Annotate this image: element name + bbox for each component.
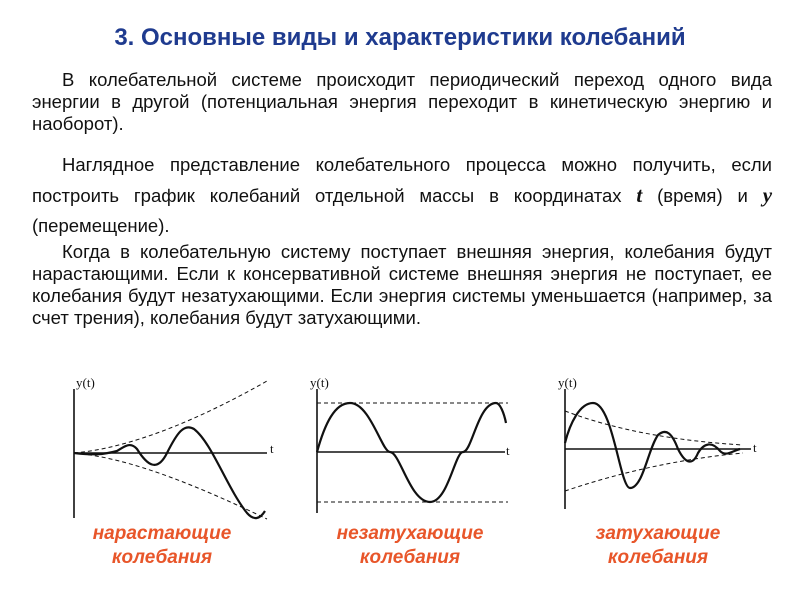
- caption-damped: [548, 522, 768, 570]
- x-axis-label: t: [753, 440, 757, 455]
- paragraph-graph-representation: [32, 150, 772, 241]
- caption-line: колебания: [111, 547, 213, 568]
- paragraph-text: (перемещение).: [32, 215, 170, 236]
- upper-envelope: [74, 381, 267, 453]
- lower-envelope: [74, 453, 267, 519]
- y-axis-label: y(t): [310, 375, 329, 390]
- x-axis-label: t: [506, 443, 510, 458]
- variable-y: y: [762, 183, 773, 207]
- variable-t: t: [636, 183, 643, 207]
- y-axis-label: y(t): [558, 375, 577, 390]
- lower-envelope: [565, 453, 743, 491]
- growing-oscillations-graph: [62, 373, 282, 521]
- caption-line: незатухающие: [336, 523, 484, 544]
- caption-line: колебания: [607, 547, 709, 568]
- damped-oscillations-graph: [548, 373, 768, 521]
- caption-line: колебания: [359, 547, 461, 568]
- paragraph-text: Наглядное представление колебательного процесса можно получить, если построить график колебаний отдельной массы в координатах: [32, 154, 772, 206]
- oscillation-curve: [565, 403, 740, 488]
- x-axis-label: t: [270, 441, 274, 456]
- caption-growing: [52, 522, 272, 570]
- upper-envelope: [565, 411, 743, 445]
- caption-line: затухающие: [595, 523, 721, 544]
- paragraph-energy-transfer: В колебательной системе происходит периодический переход одного вида энергии в другой (потенциальная энергия переходит в кинетическую энергию и наоборот).: [32, 69, 772, 134]
- paragraph-oscillation-types: Когда в колебательную систему поступает внешняя энергия, колебания будут нарастающими. Если к консервативной системе внешняя энергия не поступает, ее колебания будут незатухающими. Если энергия системы уменьшается (например, за счет трения), колебания будут затухающими.: [32, 241, 772, 328]
- caption-line: нарастающие: [92, 523, 232, 544]
- paragraph-text: (время) и: [642, 185, 763, 206]
- page-title: 3. Основные виды и характеристики колебаний: [114, 24, 686, 51]
- caption-undamped: [300, 522, 520, 570]
- undamped-oscillations-graph: [300, 373, 520, 521]
- y-axis-label: y(t): [76, 375, 95, 390]
